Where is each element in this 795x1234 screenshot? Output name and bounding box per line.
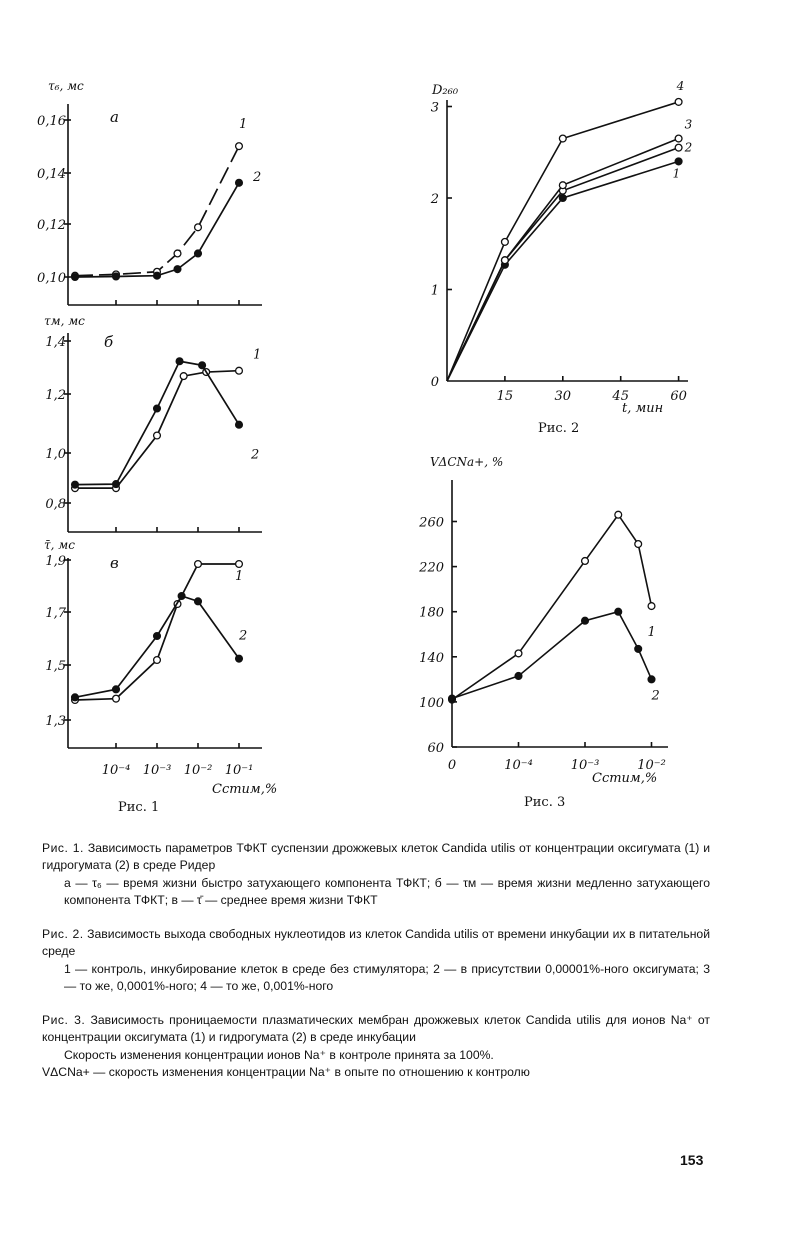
panel-b-series-1-point [236, 367, 243, 374]
fig2-y-label: D₂₆₀ [432, 83, 459, 98]
fig2-series-1-point [675, 158, 682, 165]
fig2-series-3-point [559, 182, 566, 189]
fig3-series-2-point [449, 695, 456, 702]
panel-v-y-tick-label: 1,7 [45, 606, 66, 621]
panel-b-y-tick-label: 0,8 [45, 497, 66, 512]
fig2-x-tick-label: 30 [554, 389, 572, 404]
fig1-x-tick-label: 10⁻⁴ [101, 763, 131, 778]
panel-v-y-tick-label: 1,3 [45, 714, 66, 729]
fig3-series-2-line [452, 612, 652, 699]
panel-b-y-tick-label: 1,2 [45, 388, 66, 403]
panel-b-series-2-point [176, 358, 183, 365]
fig2-series-3-point [675, 135, 682, 142]
panel-a-letter: а [110, 108, 119, 126]
fig2-y-tick-label: 0 [430, 375, 439, 390]
panel-v-series-1-point [113, 695, 120, 702]
panel-v-series-1-point [154, 657, 161, 664]
fig3-label: Рис. 3 [524, 795, 566, 810]
fig2-y-tick-label: 1 [430, 283, 439, 299]
fig3-series-1-point [515, 650, 522, 657]
panel-v-series-label: 2 [239, 628, 248, 644]
panel-b-series-1-line [75, 371, 239, 488]
panel-a-y-tick-label: 0,12 [37, 218, 66, 233]
fig1-label: Рис. 1 [118, 800, 160, 815]
panel-b-series-label: 2 [251, 447, 260, 463]
panel-v-y-label: τ̄, мс [44, 538, 75, 552]
fig3-y-tick-label: 100 [419, 695, 444, 711]
fig2-series-4-point [559, 135, 566, 142]
panel-b-series-2-line [75, 361, 239, 484]
panel-b-series-2-point [113, 481, 120, 488]
fig3-series-1-point [635, 541, 642, 548]
caption-fig3-text: Зависимость проницаемости плазматических мембран дрожжевых клеток Candida utilis для ионов Na⁺ от концентрации оксигумата (1) и гидрогумата (2) в среде инкубации [42, 1013, 711, 1045]
panel-v-series-label: 1 [235, 569, 244, 584]
panel-v-y-tick-label: 1,9 [45, 554, 66, 569]
fig3-series-2-point [615, 608, 622, 615]
fig3-series-2-point [582, 617, 589, 624]
fig2-series-label: 3 [684, 117, 693, 132]
panel-v-series-2-point [195, 598, 202, 605]
fig1-x-label: Cстим,% [212, 782, 278, 797]
fig3-y-tick-label: 180 [419, 605, 444, 621]
fig3-x-label: Cстим,% [592, 771, 658, 786]
caption-fig2-text: Зависимость выхода свободных нуклеотидов из клеток Candida utilis от времени инкубации их в питательной среде [42, 927, 711, 959]
panel-b-series-2-point [154, 405, 161, 412]
panel-v-series-1-point [195, 561, 202, 568]
panel-a-y-tick-label: 0,16 [37, 114, 66, 129]
panel-b-series-label: 1 [253, 347, 262, 363]
panel-a-series-1-point [195, 224, 202, 231]
fig1-x-tick-label: 10⁻² [183, 763, 213, 778]
panel-b-letter: б [104, 333, 114, 351]
fig3-series-2-point [515, 673, 522, 680]
panel-a-series-label: 1 [239, 117, 248, 133]
panel-a-y-tick-label: 0,14 [37, 167, 66, 182]
caption-fig3 [42, 1012, 710, 1082]
fig2-series-2-point [675, 144, 682, 151]
fig2-x-tick-label: 45 [612, 389, 629, 404]
panel-b-series-2-point [199, 362, 206, 369]
panel-a-series-1-point [174, 250, 181, 257]
fig3-x-tick-label: 10⁻² [637, 758, 666, 773]
panel-v-series-2-point [72, 694, 79, 701]
fig3-x-tick-label: 0 [447, 758, 457, 773]
caption-fig3-detail1: Скорость изменения концентрации ионов Na⁺ в контроле принята за 100%. [64, 1047, 494, 1062]
panel-a-series-1-point [236, 143, 243, 150]
fig1-x-tick-label: 10⁻³ [142, 763, 172, 778]
page-number: 153 [680, 1152, 704, 1168]
panel-v-letter: в [110, 554, 119, 572]
caption-fig2 [42, 926, 710, 996]
fig3-y-label: VΔCNa+, % [430, 455, 504, 469]
fig3-series-label: 2 [651, 688, 660, 704]
fig2-series-3-line [447, 139, 679, 381]
fig2-y-tick-label: 2 [430, 192, 439, 207]
panel-b-series-2-point [236, 421, 243, 428]
panel-a-y-label: τ₆, мс [48, 79, 84, 93]
fig2-series-4-point [675, 99, 682, 106]
fig2-x-tick-label: 60 [670, 389, 687, 404]
fig2-x-label: t, мин [622, 401, 664, 416]
fig3-series-1-point [648, 603, 655, 610]
panel-a-series-2-point [113, 273, 120, 280]
fig3-y-tick-label: 220 [419, 560, 444, 576]
panel-b-y-label: τм, мс [44, 314, 85, 328]
fig2-series-label: 4 [676, 78, 685, 93]
caption-fig3-detail2: VΔCNa+ — скорость изменения концентрации Na⁺ в опыте по отношению к контролю [42, 1065, 530, 1080]
caption-fig2-detail: 1 — контроль, инкубирование клеток в среде без стимулятора; 2 — в присутствии 0,00001%-ного оксигумата; 3 — то же, 0,0001%-ного; 4 — то же, 0,001%-ного [64, 961, 710, 994]
fig3-series-2-point [635, 646, 642, 653]
panel-v-series-2-point [236, 655, 243, 662]
panel-v-series-2-point [154, 633, 161, 640]
fig3-series-2-point [648, 676, 655, 683]
panel-a-series-1-line [75, 146, 239, 276]
panel-v-series-2-point [113, 686, 120, 693]
panel-v-series-1-point [236, 561, 243, 568]
panel-v-y-tick-label: 1,5 [45, 659, 66, 674]
panel-a-series-2-point [154, 272, 161, 279]
fig3-y-tick-label: 140 [419, 650, 444, 666]
panel-b-series-1-point [154, 432, 161, 439]
fig2-y-tick-label: 3 [430, 100, 439, 116]
caption-fig1-text: Зависимость параметров ТФКТ суспензии дрожжевых клеток Candida utilis от концентрации оксигумата (1) и гидрогумата (2) в среде Ридер [42, 841, 711, 873]
fig3-x-tick-label: 10⁻³ [570, 758, 600, 773]
fig2-series-4-point [502, 239, 509, 246]
caption-fig1-head: Рис. 1. [42, 841, 84, 855]
fig2-series-1-point [559, 195, 566, 202]
caption-fig1-detail: а — τ₆ — время жизни быстро затухающего компонента ТФКТ; б — τм — время жизни медленно затухающего компонента ТФКТ; в — τ̄ — среднее время жизни ТФКТ [64, 875, 710, 908]
fig1-x-tick-label: 10⁻¹ [224, 763, 254, 778]
fig2-series-label: 2 [684, 140, 693, 155]
panel-a-series-label: 2 [253, 169, 262, 185]
fig2-label: Рис. 2 [538, 421, 580, 436]
panel-b-y-tick-label: 1,0 [45, 447, 66, 462]
fig3-y-tick-label: 260 [419, 515, 444, 531]
caption-fig2-head: Рис. 2. [42, 927, 84, 941]
fig3-series-1-point [582, 558, 589, 565]
panel-v-series-2-point [178, 593, 185, 600]
panel-b-series-2-point [72, 481, 79, 488]
panel-a-series-2-point [174, 266, 181, 273]
panel-a-series-2-point [236, 179, 243, 186]
caption-fig3-head: Рис. 3. [42, 1013, 86, 1027]
caption-fig1 [42, 840, 710, 910]
fig2-series-label: 1 [672, 166, 681, 181]
panel-v-series-2-line [75, 596, 239, 697]
panel-a-series-2-point [195, 250, 202, 257]
fig2-x-tick-label: 15 [496, 389, 514, 404]
fig3-x-tick-label: 10⁻⁴ [504, 758, 533, 773]
panel-a-series-2-line [75, 183, 239, 277]
fig3-y-tick-label: 60 [427, 741, 444, 756]
fig3-series-label: 1 [647, 625, 656, 641]
panel-b-y-tick-label: 1,4 [45, 335, 66, 350]
fig2-series-3-point [502, 257, 509, 264]
fig3-series-1-line [452, 515, 652, 700]
panel-b-series-1-point [180, 373, 187, 380]
panel-a-y-tick-label: 0,10 [37, 271, 66, 286]
panel-a-series-2-point [72, 274, 79, 281]
fig3-series-1-point [615, 511, 622, 518]
fig2-series-4-line [447, 102, 679, 381]
